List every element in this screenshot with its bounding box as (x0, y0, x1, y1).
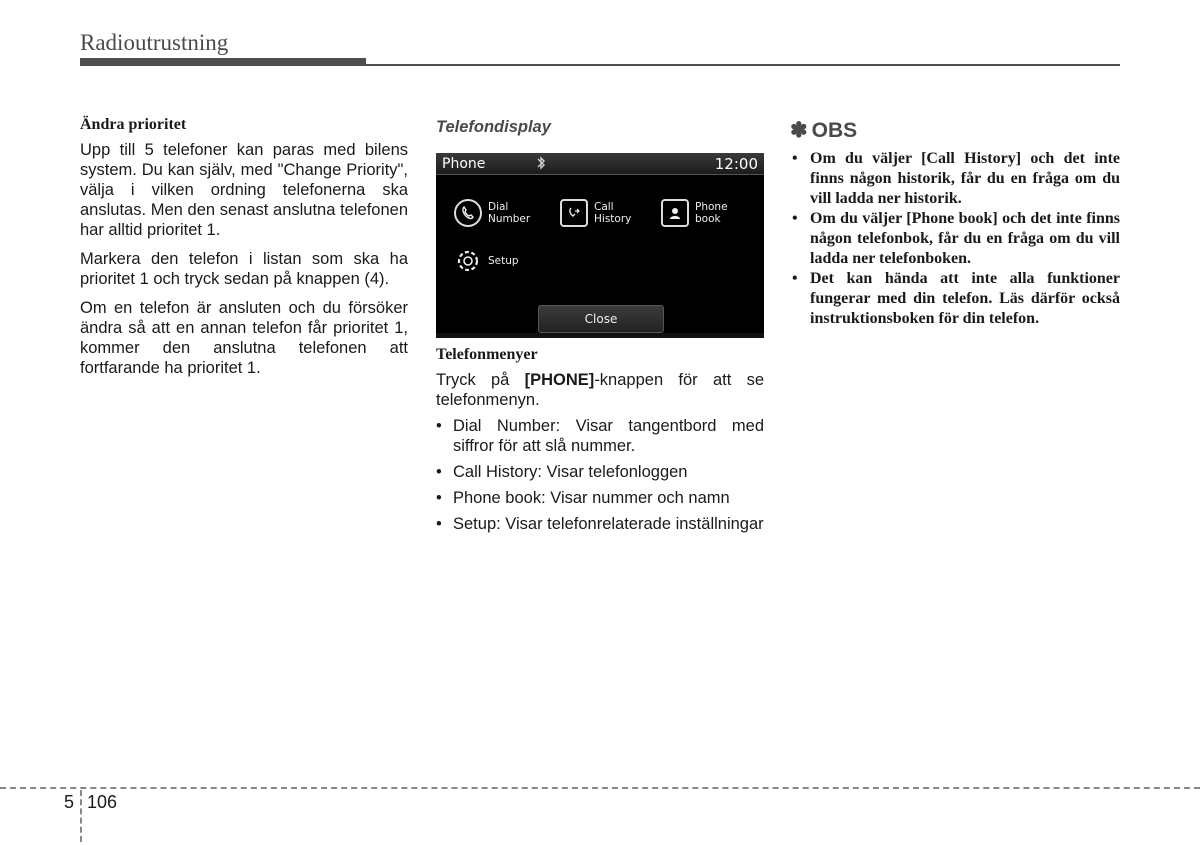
screen-bottom-edge (436, 333, 764, 338)
menu-label-line: Call (594, 201, 614, 213)
menu-label-line: Number (488, 213, 531, 225)
footer-rule (0, 787, 1200, 789)
screen-title: Phone (442, 155, 486, 172)
notice-heading (790, 118, 1120, 143)
left-column (80, 116, 408, 387)
intro-paragraph (436, 370, 764, 410)
intro-suffix: -knappen för att se telefonmenyn. (436, 371, 764, 409)
list-item: • Om du väljer [Phone book] och det inte finns någon telefonbok, får du en fråga om du vill ladda ner telefonboken. (790, 209, 1120, 269)
menu-setup[interactable] (454, 247, 519, 275)
call-history-icon (560, 199, 588, 227)
phone-menu-list (436, 416, 764, 534)
section-heading-phone-menus: Telefonmenyer (436, 346, 538, 363)
menu-label-line: book (695, 213, 721, 225)
phone-handset-icon (454, 199, 482, 227)
screen-clock: 12:00 (714, 154, 758, 173)
section-heading-priority: Ändra prioritet (80, 116, 187, 133)
screen-status-bar (436, 153, 764, 175)
notice-list (790, 149, 1120, 329)
contact-card-icon (661, 199, 689, 227)
list-item: • Phone book: Visar nummer och namn (436, 488, 764, 508)
list-item: • Om du väljer [Call History] och det inte finns någon historik, får du en fråga om du vill ladda ner historik. (790, 149, 1120, 209)
list-item: • Call History: Visar telefonloggen (436, 462, 764, 482)
header-rule (80, 64, 1120, 66)
menu-phone-book[interactable] (661, 199, 728, 227)
section-heading-phone-display: Telefondisplay (436, 118, 551, 136)
phone-screen-figure (436, 153, 764, 338)
paragraph: Upp till 5 telefoner kan paras med bilens system. Du kan själv, med "Change Priority", välja i vilken ordning telefonerna ska anslutas. Men den senast anslutna telefonen har alltid prioritet 1. (80, 141, 408, 239)
asterisk-icon: ✽ (790, 119, 808, 142)
list-item: • Dial Number: Visar tangentbord med siffror för att slå nummer. (436, 416, 764, 456)
intro-prefix: Tryck på (436, 371, 525, 389)
gear-icon (454, 247, 482, 275)
chapter-number: 5 (64, 792, 75, 812)
bluetooth-icon (536, 156, 546, 174)
paragraph: Om en telefon är ansluten och du försöker ändra så att en annan telefon får prioritet 1, kommer den anslutna telefonen att fortfarande ha prioritet 1. (80, 299, 408, 377)
middle-column (436, 118, 764, 540)
right-column (790, 118, 1120, 329)
menu-label-line: History (594, 213, 632, 225)
page-header-title: Radioutrustning (80, 30, 229, 55)
list-item: • Det kan hända att inte alla funktioner fungerar med din telefon. Läs därför också instruktionsboken för din telefon. (790, 269, 1120, 329)
menu-label-line: Dial (488, 201, 509, 213)
phone-button-reference: [PHONE] (524, 371, 595, 389)
list-item: • Setup: Visar telefonrelaterade inställningar (436, 514, 764, 534)
menu-label-line: Phone (695, 201, 728, 213)
menu-label-line: Setup (488, 255, 519, 267)
page-number: 106 (87, 792, 118, 812)
close-button[interactable]: Close (538, 305, 664, 333)
paragraph: Markera den telefon i listan som ska ha prioritet 1 och tryck sedan på knappen (4). (80, 250, 408, 288)
menu-dial-number[interactable] (454, 199, 530, 227)
footer-divider (80, 790, 82, 842)
menu-call-history[interactable] (560, 199, 631, 227)
notice-title: OBS (811, 118, 858, 142)
